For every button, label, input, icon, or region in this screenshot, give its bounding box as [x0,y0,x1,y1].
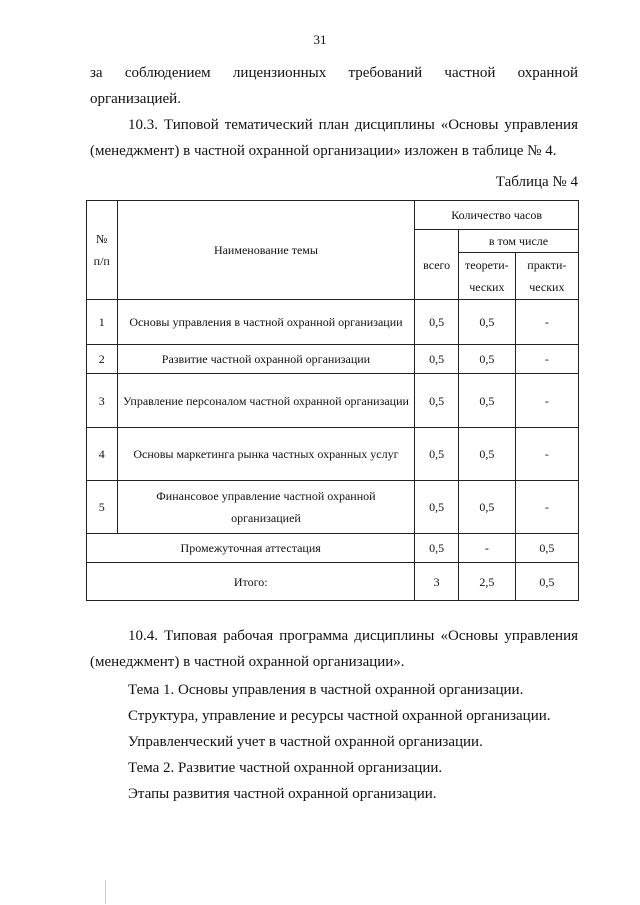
interim-theory: - [458,534,515,563]
paragraph-10-3-line-1: 10.3. Типовой тематический план дисциплины «Основы управления [128,117,578,133]
row-num: 2 [87,345,118,374]
row-num: 4 [87,428,118,481]
header-including: в том числе [458,230,578,253]
interim-total: 0,5 [415,534,459,563]
interim-label: Промежуточная аттестация [87,534,415,563]
row-practice: - [515,300,578,345]
summary-theory: 2,5 [458,563,515,601]
row-topic-name: Основы маркетинга рынка частных охранных услуг [117,428,415,481]
row-num: 5 [87,481,118,534]
row-topic-name: Управление персоналом частной охранной организации [117,374,415,428]
row-topic-name: Основы управления в частной охранной организации [117,300,415,345]
row-total: 0,5 [415,428,459,481]
row-topic-name: Финансовое управление частной охранной организацией [117,481,415,534]
topic-list [90,677,578,807]
header-num [87,201,118,300]
table-row [87,481,579,534]
paragraph-10-3 [90,112,578,164]
row-theory: 0,5 [458,428,515,481]
table-row [87,428,579,481]
row-num: 1 [87,300,118,345]
topic-line: Тема 2. Развитие частной охранной организации. [128,760,443,776]
row-practice: - [515,374,578,428]
header-name: Наименование темы [117,201,415,300]
intro-paragraph [90,60,578,112]
scan-artifact-line [105,880,106,904]
paragraph-10-4-line-2: (менеджмент) в частной охранной организации». [90,654,405,670]
row-theory: 0,5 [458,374,515,428]
row-total: 0,5 [415,481,459,534]
row-theory: 0,5 [458,481,515,534]
row-num: 3 [87,374,118,428]
row-theory: 0,5 [458,345,515,374]
topic-line: Структура, управление и ресурсы частной охранной организации. [128,708,551,724]
row-topic-name: Развитие частной охранной организации [117,345,415,374]
intro-line-1: за соблюдением лицензионных требований частной охранной [90,65,578,81]
interim-row [87,534,579,563]
row-practice: - [515,345,578,374]
row-theory: 0,5 [458,300,515,345]
page-number: 31 [313,32,327,47]
header-total: всего [415,230,459,300]
summary-label: Итого: [87,563,415,601]
table-header-row [87,201,579,230]
paragraph-10-4 [90,623,578,675]
header-theory: теорети-ческих [458,253,515,300]
thematic-plan-table [86,200,579,601]
row-practice: - [515,428,578,481]
row-total: 0,5 [415,300,459,345]
paragraph-10-4-line-1: 10.4. Типовая рабочая программа дисциплины «Основы управления [128,628,578,644]
summary-practice: 0,5 [515,563,578,601]
table-row [87,374,579,428]
row-total: 0,5 [415,374,459,428]
row-practice: - [515,481,578,534]
table-row [87,345,579,374]
table-row [87,300,579,345]
topic-line: Управленческий учет в частной охранной организации. [128,734,483,750]
topic-line: Этапы развития частной охранной организации. [128,786,437,802]
row-total: 0,5 [415,345,459,374]
header-hours: Количество часов [415,201,579,230]
intro-line-2: организацией. [90,91,181,107]
interim-practice: 0,5 [515,534,578,563]
header-practice: практи-ческих [515,253,578,300]
header-num-label: № п/п [93,232,110,268]
paragraph-10-3-line-2: (менеджмент) в частной охранной организации» изложен в таблице № 4. [90,143,557,159]
topic-line: Тема 1. Основы управления в частной охранной организации. [128,682,524,698]
summary-total: 3 [415,563,459,601]
table-caption: Таблица № 4 [495,174,578,190]
summary-row [87,563,579,601]
